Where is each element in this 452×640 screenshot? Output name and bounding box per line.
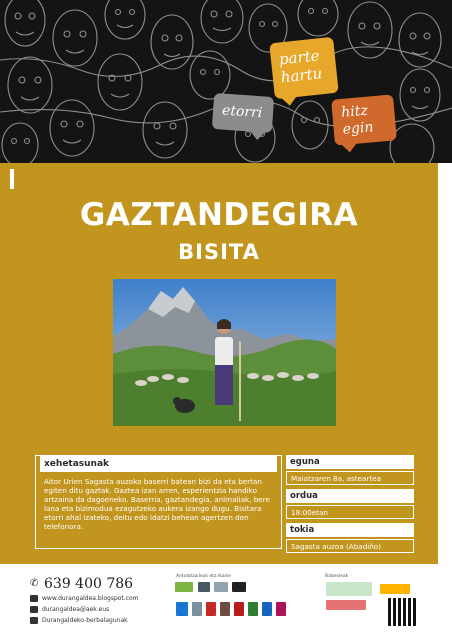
details-text: Aitor Urien Sagasta auzoko baserri batean bizi da eta bertan egiten ditu gaztak. Gaztea izan arren, esperientzia handiko artzaina da dagoeneko. Baserria, gaztandegia, animaliak, bere lana eta bizimodua ezagutzeko aukera izango dugu. Bisitara etorri ahal izateko, deitu edo idatzi behean agertzen den telefonora. — [44, 477, 270, 531]
shepherd-photo-illustration — [113, 279, 336, 426]
organizer-logo-9 — [234, 602, 244, 616]
contact-email-text: durangaldea@aek.eus — [42, 606, 110, 613]
place-value: Sagasta auzoa (Abadiño) — [286, 539, 414, 553]
organizers-label: Antolatzaileak eta lkasle — [176, 574, 232, 579]
organizer-logo-2 — [198, 582, 210, 592]
contact-blog[interactable] — [30, 595, 139, 602]
organizer-logo-10 — [248, 602, 258, 616]
date-label: eguna — [286, 455, 414, 469]
contact-email[interactable] — [30, 606, 109, 613]
poster-subtitle: BISITA — [178, 240, 260, 264]
contact-blog-text: www.durangaldea.blogspot.com — [42, 595, 139, 602]
speech-bubble-parte-hartu — [269, 37, 339, 99]
organizer-logo-3 — [214, 582, 228, 592]
phone-number: 639 400 786 — [44, 576, 134, 592]
organizer-logo-7 — [206, 602, 216, 616]
aek-logo — [175, 582, 193, 592]
place-label: tokia — [286, 523, 414, 537]
blog-icon — [30, 595, 38, 602]
header-banner — [0, 0, 452, 163]
bubble-etorri-text: etorri — [221, 102, 263, 122]
praktikatu-logo — [380, 584, 410, 594]
organizer-logo-8 — [220, 602, 230, 616]
sponsors-label: Babesleak — [325, 574, 349, 579]
speech-bubble-hitz-egin — [331, 94, 397, 145]
contact-facebook-text: Durangaldeko-berbalagunak — [42, 617, 128, 624]
decorative-strip — [10, 169, 14, 189]
bubble-hartu-text: hartu — [279, 64, 324, 87]
email-icon — [30, 606, 38, 613]
speech-bubble-etorri — [212, 93, 274, 133]
organizer-logo-5 — [176, 602, 188, 616]
organizer-logo-4 — [232, 582, 246, 592]
basque-government-logo — [326, 582, 372, 596]
time-value: 18:00etan — [286, 505, 414, 519]
facebook-icon — [30, 617, 38, 624]
shepherd-photo — [113, 279, 336, 426]
poster-title: GAZTANDEGIRA — [79, 197, 359, 233]
organizer-logo-11 — [262, 602, 272, 616]
bizkaia-logo — [326, 600, 366, 610]
contact-facebook[interactable] — [30, 617, 128, 624]
date-value: Maiatzaren 8a, asteartea — [286, 471, 414, 485]
organizer-logo-6 — [192, 602, 202, 616]
organizer-logo-12 — [276, 602, 286, 616]
details-heading: xehetasunak — [40, 456, 277, 472]
qr-code — [388, 598, 416, 626]
bubble-parte-text: parte — [278, 46, 321, 69]
phone-icon: ✆ — [30, 578, 39, 589]
bubble-egin-text: egin — [342, 119, 375, 138]
bubble-hitz-text: hitz — [340, 102, 369, 121]
time-label: ordua — [286, 489, 414, 503]
